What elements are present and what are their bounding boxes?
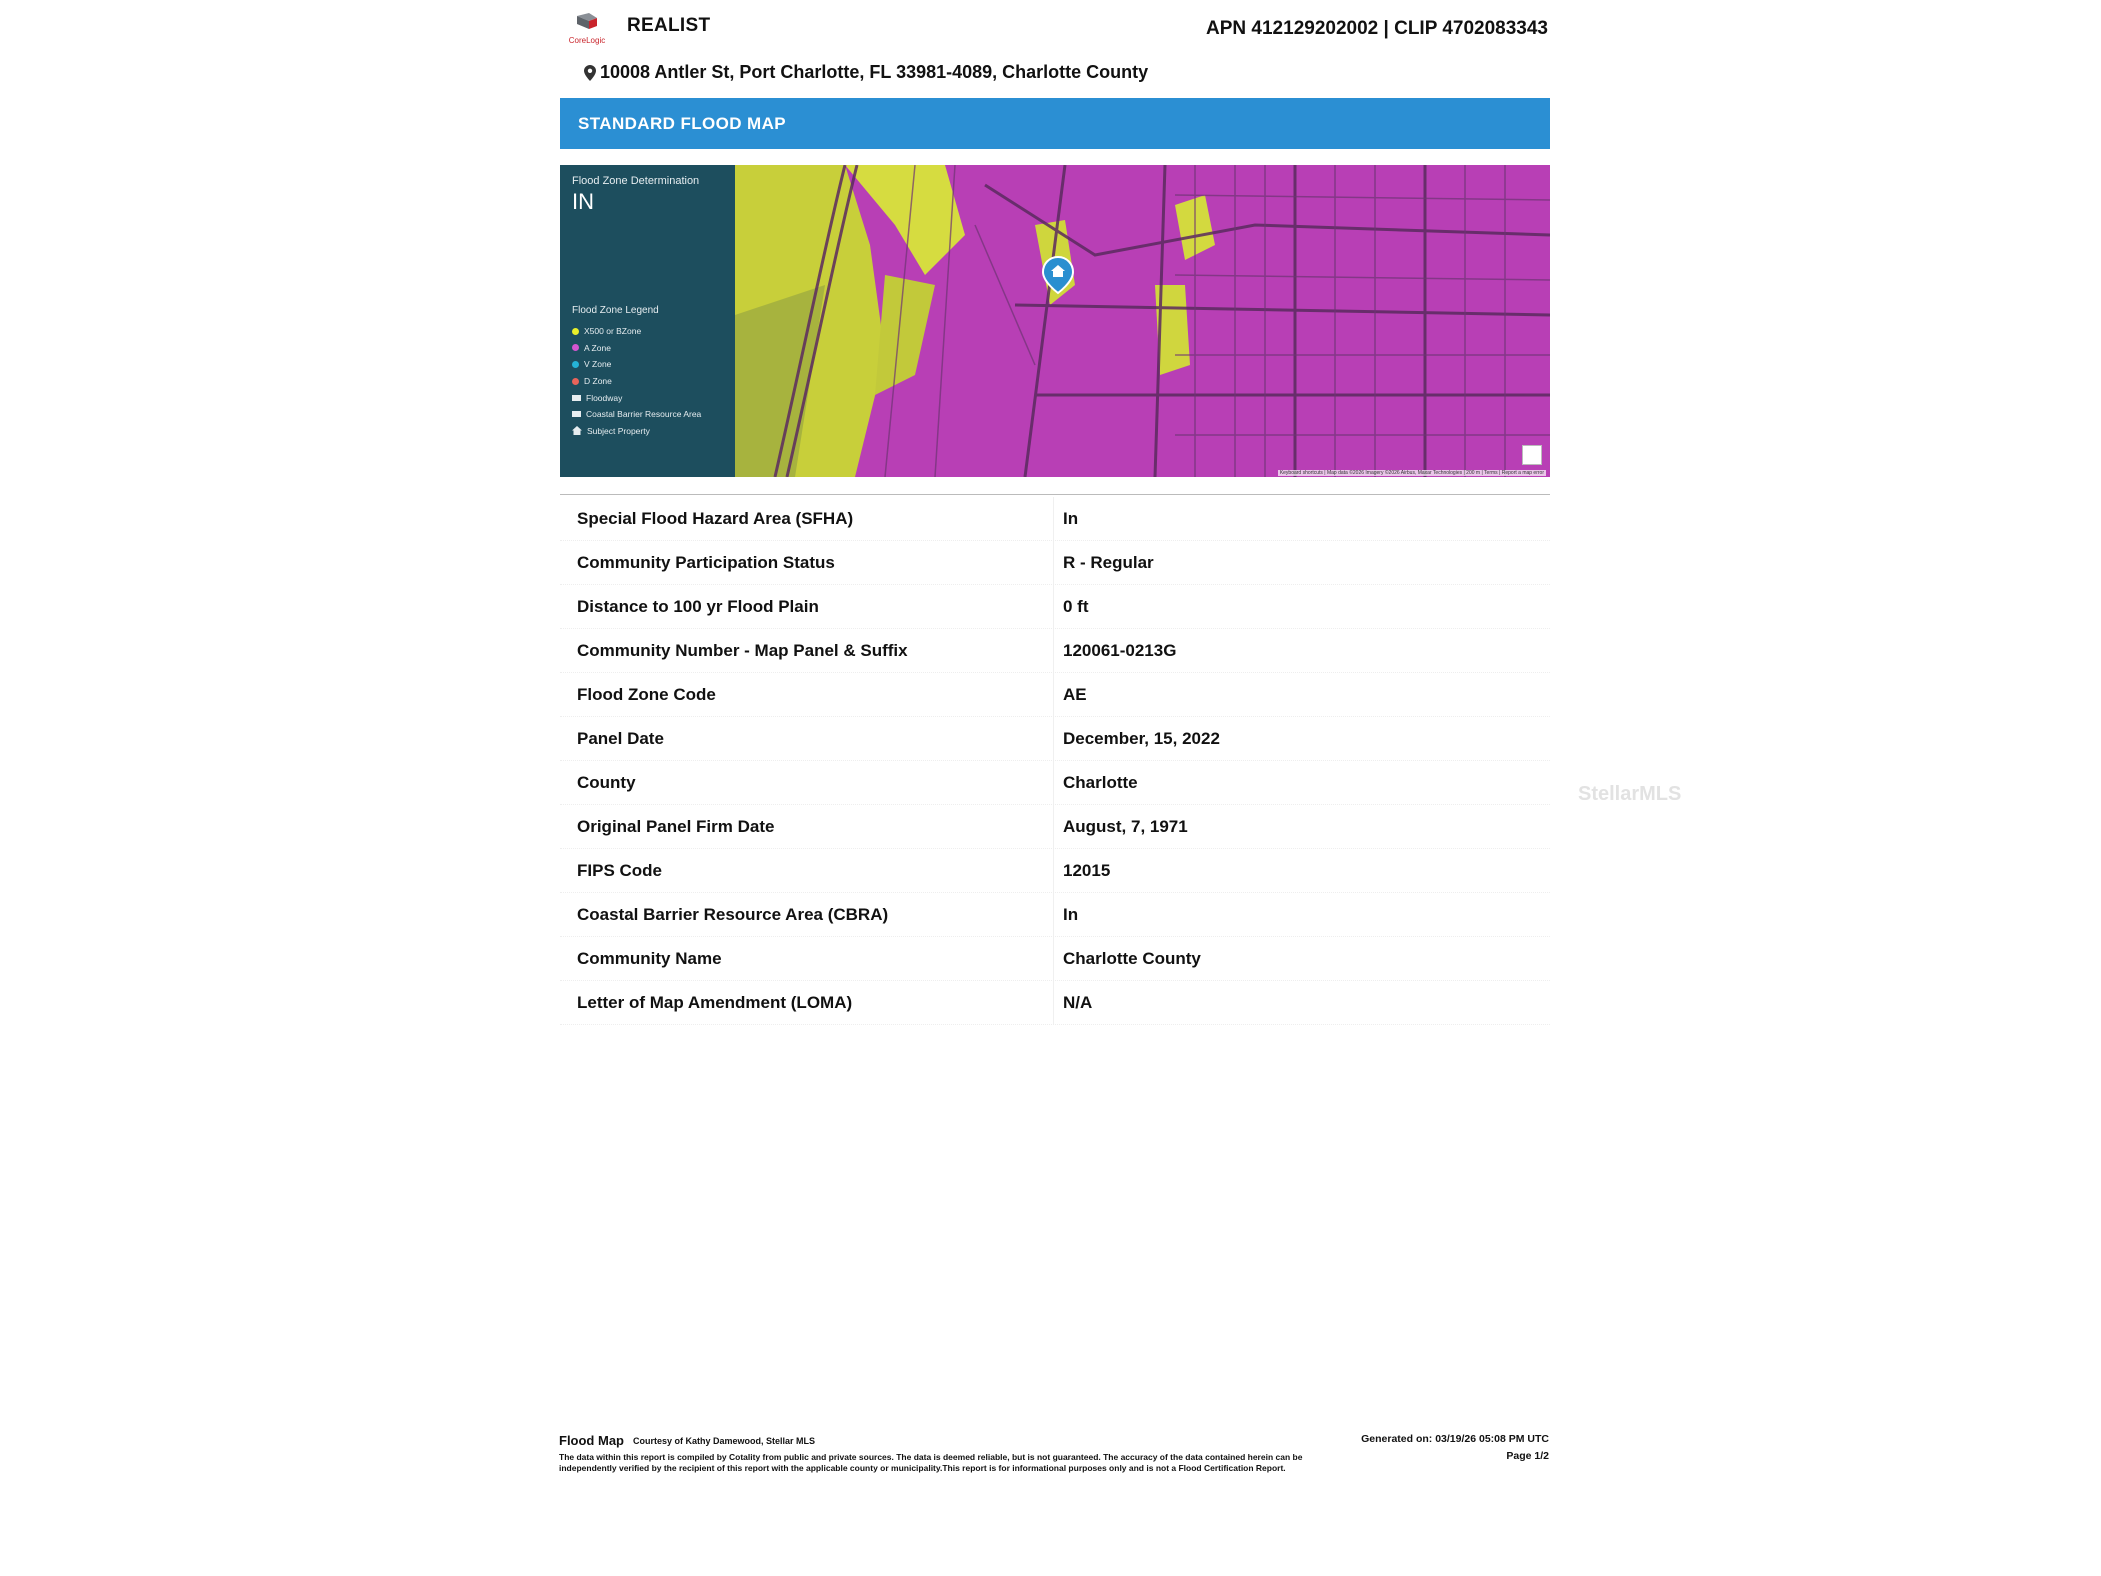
row-value: December, 15, 2022: [1063, 729, 1220, 748]
flood-zone-value: IN: [572, 189, 594, 214]
cbra-swatch-icon: [572, 411, 581, 417]
row-label: County: [577, 773, 636, 792]
table-top-rule: [560, 494, 1550, 495]
row-label: Panel Date: [577, 729, 664, 748]
map-attribution: Keyboard shortcuts | Map data ©2026 Imagery ©2026 Airbus, Maxar Technologies | 200 m | Terms | Report a map error: [1279, 470, 1544, 476]
row-value: 120061-0213G: [1063, 641, 1177, 660]
footer-title: Flood Map: [559, 1433, 624, 1448]
table-row: [560, 497, 1550, 541]
corelogic-logo: [563, 12, 611, 46]
flood-zone-imagery: [735, 165, 1550, 477]
table-row: [560, 629, 1550, 673]
svg-text:CoreLogic: CoreLogic: [568, 36, 606, 45]
generated-timestamp: Generated on: 03/19/26 05:08 PM UTC: [1361, 1433, 1549, 1445]
location-pin-icon: [584, 65, 596, 81]
footer-courtesy: Courtesy of Kathy Damewood, Stellar MLS: [633, 1436, 816, 1446]
property-address: [584, 62, 1148, 83]
legend-item: X500 or BZone: [572, 323, 701, 340]
row-value: August, 7, 1971: [1063, 817, 1188, 836]
a-zone-swatch-icon: [572, 344, 579, 351]
row-label: Community Number - Map Panel & Suffix: [577, 641, 908, 660]
table-row: [560, 981, 1550, 1025]
table-row: [560, 717, 1550, 761]
row-label: FIPS Code: [577, 861, 663, 880]
row-label: Community Participation Status: [577, 553, 835, 572]
legend-item: Subject Property: [572, 423, 701, 440]
row-value: R - Regular: [1063, 553, 1154, 572]
row-value: Charlotte County: [1063, 949, 1201, 968]
v-zone-swatch-icon: [572, 361, 579, 368]
section-banner: [560, 98, 1550, 149]
row-value: 12015: [1063, 861, 1111, 880]
map-zoom-control[interactable]: [1522, 445, 1542, 465]
legend-item: Coastal Barrier Resource Area: [572, 406, 701, 423]
table-row: [560, 805, 1550, 849]
brand-name: REALIST: [627, 15, 711, 36]
row-value: In: [1063, 905, 1079, 924]
home-icon: [572, 426, 582, 435]
table-row: [560, 849, 1550, 893]
row-value: AE: [1063, 685, 1087, 704]
legend-title: Flood Zone Legend: [572, 305, 659, 316]
table-row: [560, 585, 1550, 629]
table-row: [560, 893, 1550, 937]
flood-zone-legend: [572, 323, 701, 439]
row-label: Flood Zone Code: [577, 685, 716, 704]
watermark: StellarMLS: [1578, 783, 1682, 805]
table-row: [560, 541, 1550, 585]
row-label: Distance to 100 yr Flood Plain: [577, 597, 819, 616]
row-value: In: [1063, 509, 1079, 528]
row-label: Letter of Map Amendment (LOMA): [577, 993, 853, 1012]
flood-map[interactable]: [560, 165, 1550, 477]
row-label: Original Panel Firm Date: [577, 817, 775, 836]
row-label: Community Name: [577, 949, 722, 968]
table-row: [560, 761, 1550, 805]
address-text: 10008 Antler St, Port Charlotte, FL 33981-4089, Charlotte County: [600, 62, 1149, 82]
x500-zone-swatch-icon: [572, 328, 579, 335]
table-row: [560, 673, 1550, 717]
row-value: 0 ft: [1063, 597, 1089, 616]
banner-title: STANDARD FLOOD MAP: [578, 113, 787, 133]
d-zone-swatch-icon: [572, 378, 579, 385]
row-label: Coastal Barrier Resource Area (CBRA): [577, 905, 889, 924]
row-value: N/A: [1063, 993, 1093, 1012]
parcel-ids: APN 412129202002 | CLIP 4702083343: [1206, 18, 1548, 39]
table-row: [560, 937, 1550, 981]
row-value: Charlotte: [1063, 773, 1138, 792]
flood-details-table: [560, 497, 1550, 1025]
legend-item: A Zone: [572, 340, 701, 357]
flood-zone-label: Flood Zone Determination: [572, 175, 700, 187]
footer-disclaimer: The data within this report is compiled by Cotality from public and private sources. The data is deemed reliable, but is not guaranteed. The accuracy of the data contained herein can be independently verified by the recipient of this report with the applicable county or municipality.This report is for informational purposes only and is not a Flood Certification Report.: [559, 1452, 1303, 1473]
page-number: Page 1/2: [1506, 1450, 1549, 1462]
legend-item: Floodway: [572, 389, 701, 406]
legend-item: V Zone: [572, 356, 701, 373]
legend-item: D Zone: [572, 373, 701, 390]
row-label: Special Flood Hazard Area (SFHA): [577, 509, 854, 528]
map-sidebar: [560, 165, 735, 477]
floodway-swatch-icon: [572, 395, 581, 401]
